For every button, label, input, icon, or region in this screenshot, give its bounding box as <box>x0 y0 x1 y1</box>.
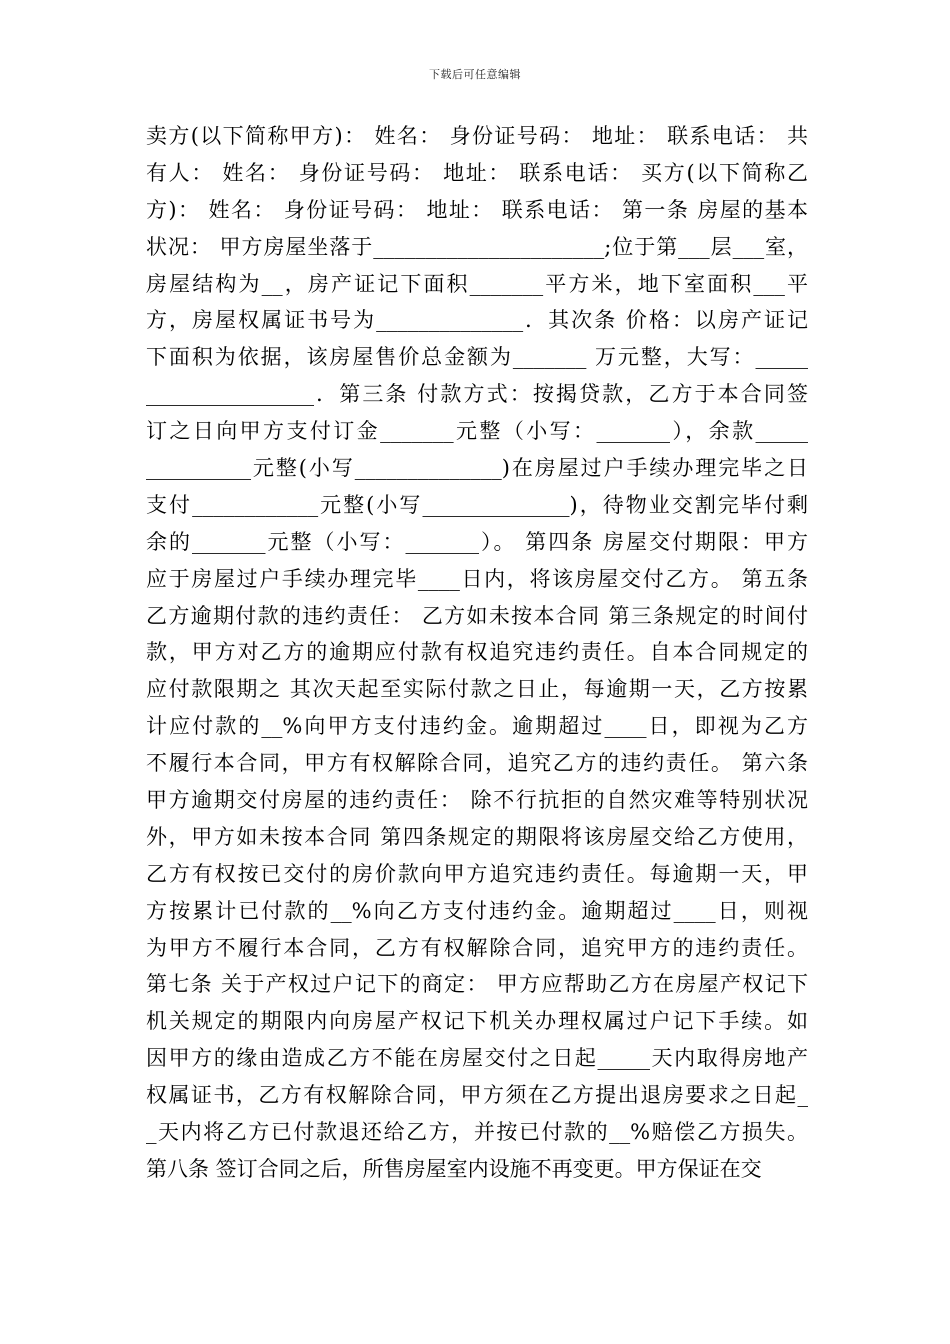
text-line: 乙方有权按已交付的房价款向甲方追究违约责任。每逾期一天，甲 <box>146 861 808 886</box>
text-line: 甲方逾期交付房屋的违约责任： 除不行抗拒的自然灾难等特别状况 <box>146 788 808 813</box>
text-line: 订之日向甲方支付订金_______元整（小写：_______），余款_____ <box>146 419 808 444</box>
text-line: 第八条 签订合同之后，所售房屋室内设施不再变更。甲方保证在交 <box>146 1156 762 1181</box>
text-line: 为甲方不履行本合同，乙方有权解除合同，追究甲方的违约责任。 <box>146 935 808 960</box>
contract-body <box>146 118 808 1188</box>
text-line: 款，甲方对乙方的逾期应付款有权追究违约责任。自本合同规定的 <box>146 640 808 665</box>
text-line: 下面积为依据，该房屋售价总金额为_______ 万元整，大写：_____ <box>146 345 808 370</box>
text-line: 因甲方的缘由造成乙方不能在房屋交付之日起_____天内取得房地产 <box>146 1046 808 1071</box>
text-line: 卖方(以下简称甲方)： 姓名： 身份证号码： 地址： 联系电话： 共 <box>146 124 808 148</box>
text-line: 第七条 关于产权过户记下的商定： 甲方应帮助乙方在房屋产权记下 <box>146 972 808 997</box>
text-line: 外，甲方如未按本合同 第四条规定的期限将该房屋交给乙方使用， <box>146 824 808 849</box>
text-line: 方按累计已付款的__%向乙方支付违约金。逾期超过____日，则视 <box>146 898 808 923</box>
text-line: 方)： 姓名： 身份证号码： 地址： 联系电话： 第一条 房屋的基本 <box>146 197 808 222</box>
text-line: 乙方逾期付款的违约责任： 乙方如未按本合同 第三条规定的时间付 <box>146 603 808 628</box>
text-line: 应付款限期之 其次天起至实际付款之日止，每逾期一天，乙方按累 <box>146 677 808 702</box>
text-line: 机关规定的期限内向房屋产权记下机关办理权属过户记下手续。如 <box>146 1009 808 1034</box>
text-line: 不履行本合同，甲方有权解除合同，追究乙方的违约责任。 第六条 <box>146 751 808 776</box>
text-line: 有人： 姓名： 身份证号码： 地址： 联系电话： 买方(以下简称乙 <box>146 160 808 185</box>
text-line: _天内将乙方已付款退还给乙方，并按已付款的__%赔偿乙方损失。 <box>146 1120 808 1145</box>
text-line: 应于房屋过户手续办理完毕____日内，将该房屋交付乙方。 第五条 <box>146 566 808 591</box>
page-header: 下载后可任意编辑 <box>429 68 521 81</box>
text-line: ________________．第三条 付款方式：按揭贷款，乙方于本合同签 <box>146 382 808 407</box>
text-line: 支付____________元整(小写______________)，待物业交割完毕付剩 <box>146 492 808 517</box>
text-line: 余的_______元整（小写：_______）。 第四条 房屋交付期限：甲方 <box>146 529 808 554</box>
text-line: 状况： 甲方房屋坐落于______________________;位于第___层___室， <box>146 234 808 259</box>
text-line: 房屋结构为__，房产证记下面积_______平方米，地下室面积___平 <box>146 271 808 296</box>
text-line: 权属证书，乙方有权解除合同，甲方须在乙方提出退房要求之日起_ <box>146 1083 808 1108</box>
text-line: 计应付款的__%向甲方支付违约金。逾期超过____日，即视为乙方 <box>146 714 808 739</box>
text-line: 方，房屋权属证书号为______________．其次条 价格：以房产证记 <box>146 308 808 333</box>
text-line: __________元整(小写______________)在房屋过户手续办理完毕之日 <box>146 456 808 481</box>
